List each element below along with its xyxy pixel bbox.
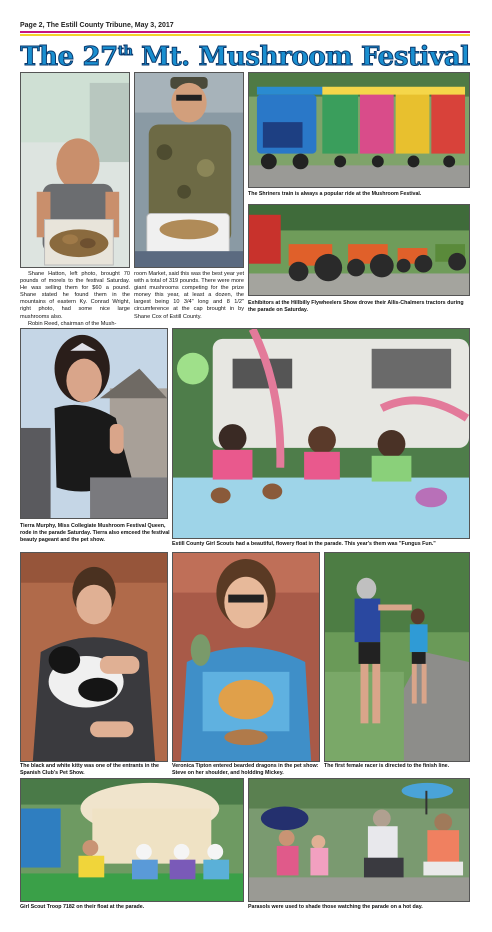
photo-bearded-dragons <box>172 552 320 762</box>
photo-shriners-train <box>248 72 470 188</box>
photo-conrad-wright <box>134 72 244 268</box>
article-column-2 <box>134 271 244 321</box>
article-paragraph: Robin Reed, chairman of the Mush- <box>28 320 117 327</box>
photo-girl-scouts-float <box>172 328 470 539</box>
header-rule-magenta <box>20 31 470 33</box>
photo-shane-hatton <box>20 72 130 268</box>
caption-tractors: Exhibitors at the Hillbilly Flywheelers Show drove their Allis-Chalmers tractors during the parade on Saturday. <box>248 300 464 314</box>
header-rule-yellow <box>20 34 470 36</box>
photo-festival-queen <box>20 328 168 519</box>
caption-bearded-dragons: Veronica Tipton entered bearded dragons in the pet show: Steve on her shoulder, and holdding Mickey. <box>172 763 319 777</box>
article-paragraph: room Market, said this was the best year yet with a total of 319 pounds. There were more giant mushrooms competing for the prize money this year, at least a dozen, the largest being 10 3/4" long and 8 1/2" circumference at the cap brought in by Shane Cox of Estill County. <box>134 271 244 320</box>
page-folio: Page 2, The Estill County Tribune, May 3, 2017 <box>20 22 174 29</box>
photo-tractors <box>248 204 470 296</box>
caption-female-racer: The first female racer is directed to the finish line. <box>324 763 450 769</box>
article-paragraph: Shane Hatton, left photo, brought 70 pounds of morels to the festival Saturday. He was selling them for $60 a pound. Shane stated he found them in the mountains of eastern Ky. Conrad Wright, right photo, had some nice large mushrooms also. <box>20 271 130 320</box>
caption-kitty: The black and white kitty was one of the entrants in the Spanish Club's Pet Show. <box>20 763 159 777</box>
article-column-1 <box>20 271 130 328</box>
caption-girl-scout-troop: Girl Scout Troop 7182 on their float at the parade. <box>20 904 145 910</box>
caption-train: The Shriners train is always a popular ride at the Mushroom Festival. <box>248 191 422 197</box>
photo-parasols <box>248 778 470 902</box>
caption-queen: Tierra Murphy, Miss Collegiate Mushroom Festival Queen, rode in the parade Saturday. Tierra also emceed the festival beauty pageant and the pet show. <box>20 523 170 544</box>
photo-kitty <box>20 552 168 762</box>
caption-parasols: Parasols were used to shade those watching the parade on a hot day. <box>248 904 423 910</box>
photo-female-racer <box>324 552 470 762</box>
photo-girl-scout-troop <box>20 778 244 902</box>
page-headline: The 27th Mt. Mushroom Festival <box>20 42 470 72</box>
caption-girl-scouts-float: Estill County Girl Scouts had a beautiful, flowery float in the parade. This year's them was "Fungus Fun." <box>172 541 436 547</box>
